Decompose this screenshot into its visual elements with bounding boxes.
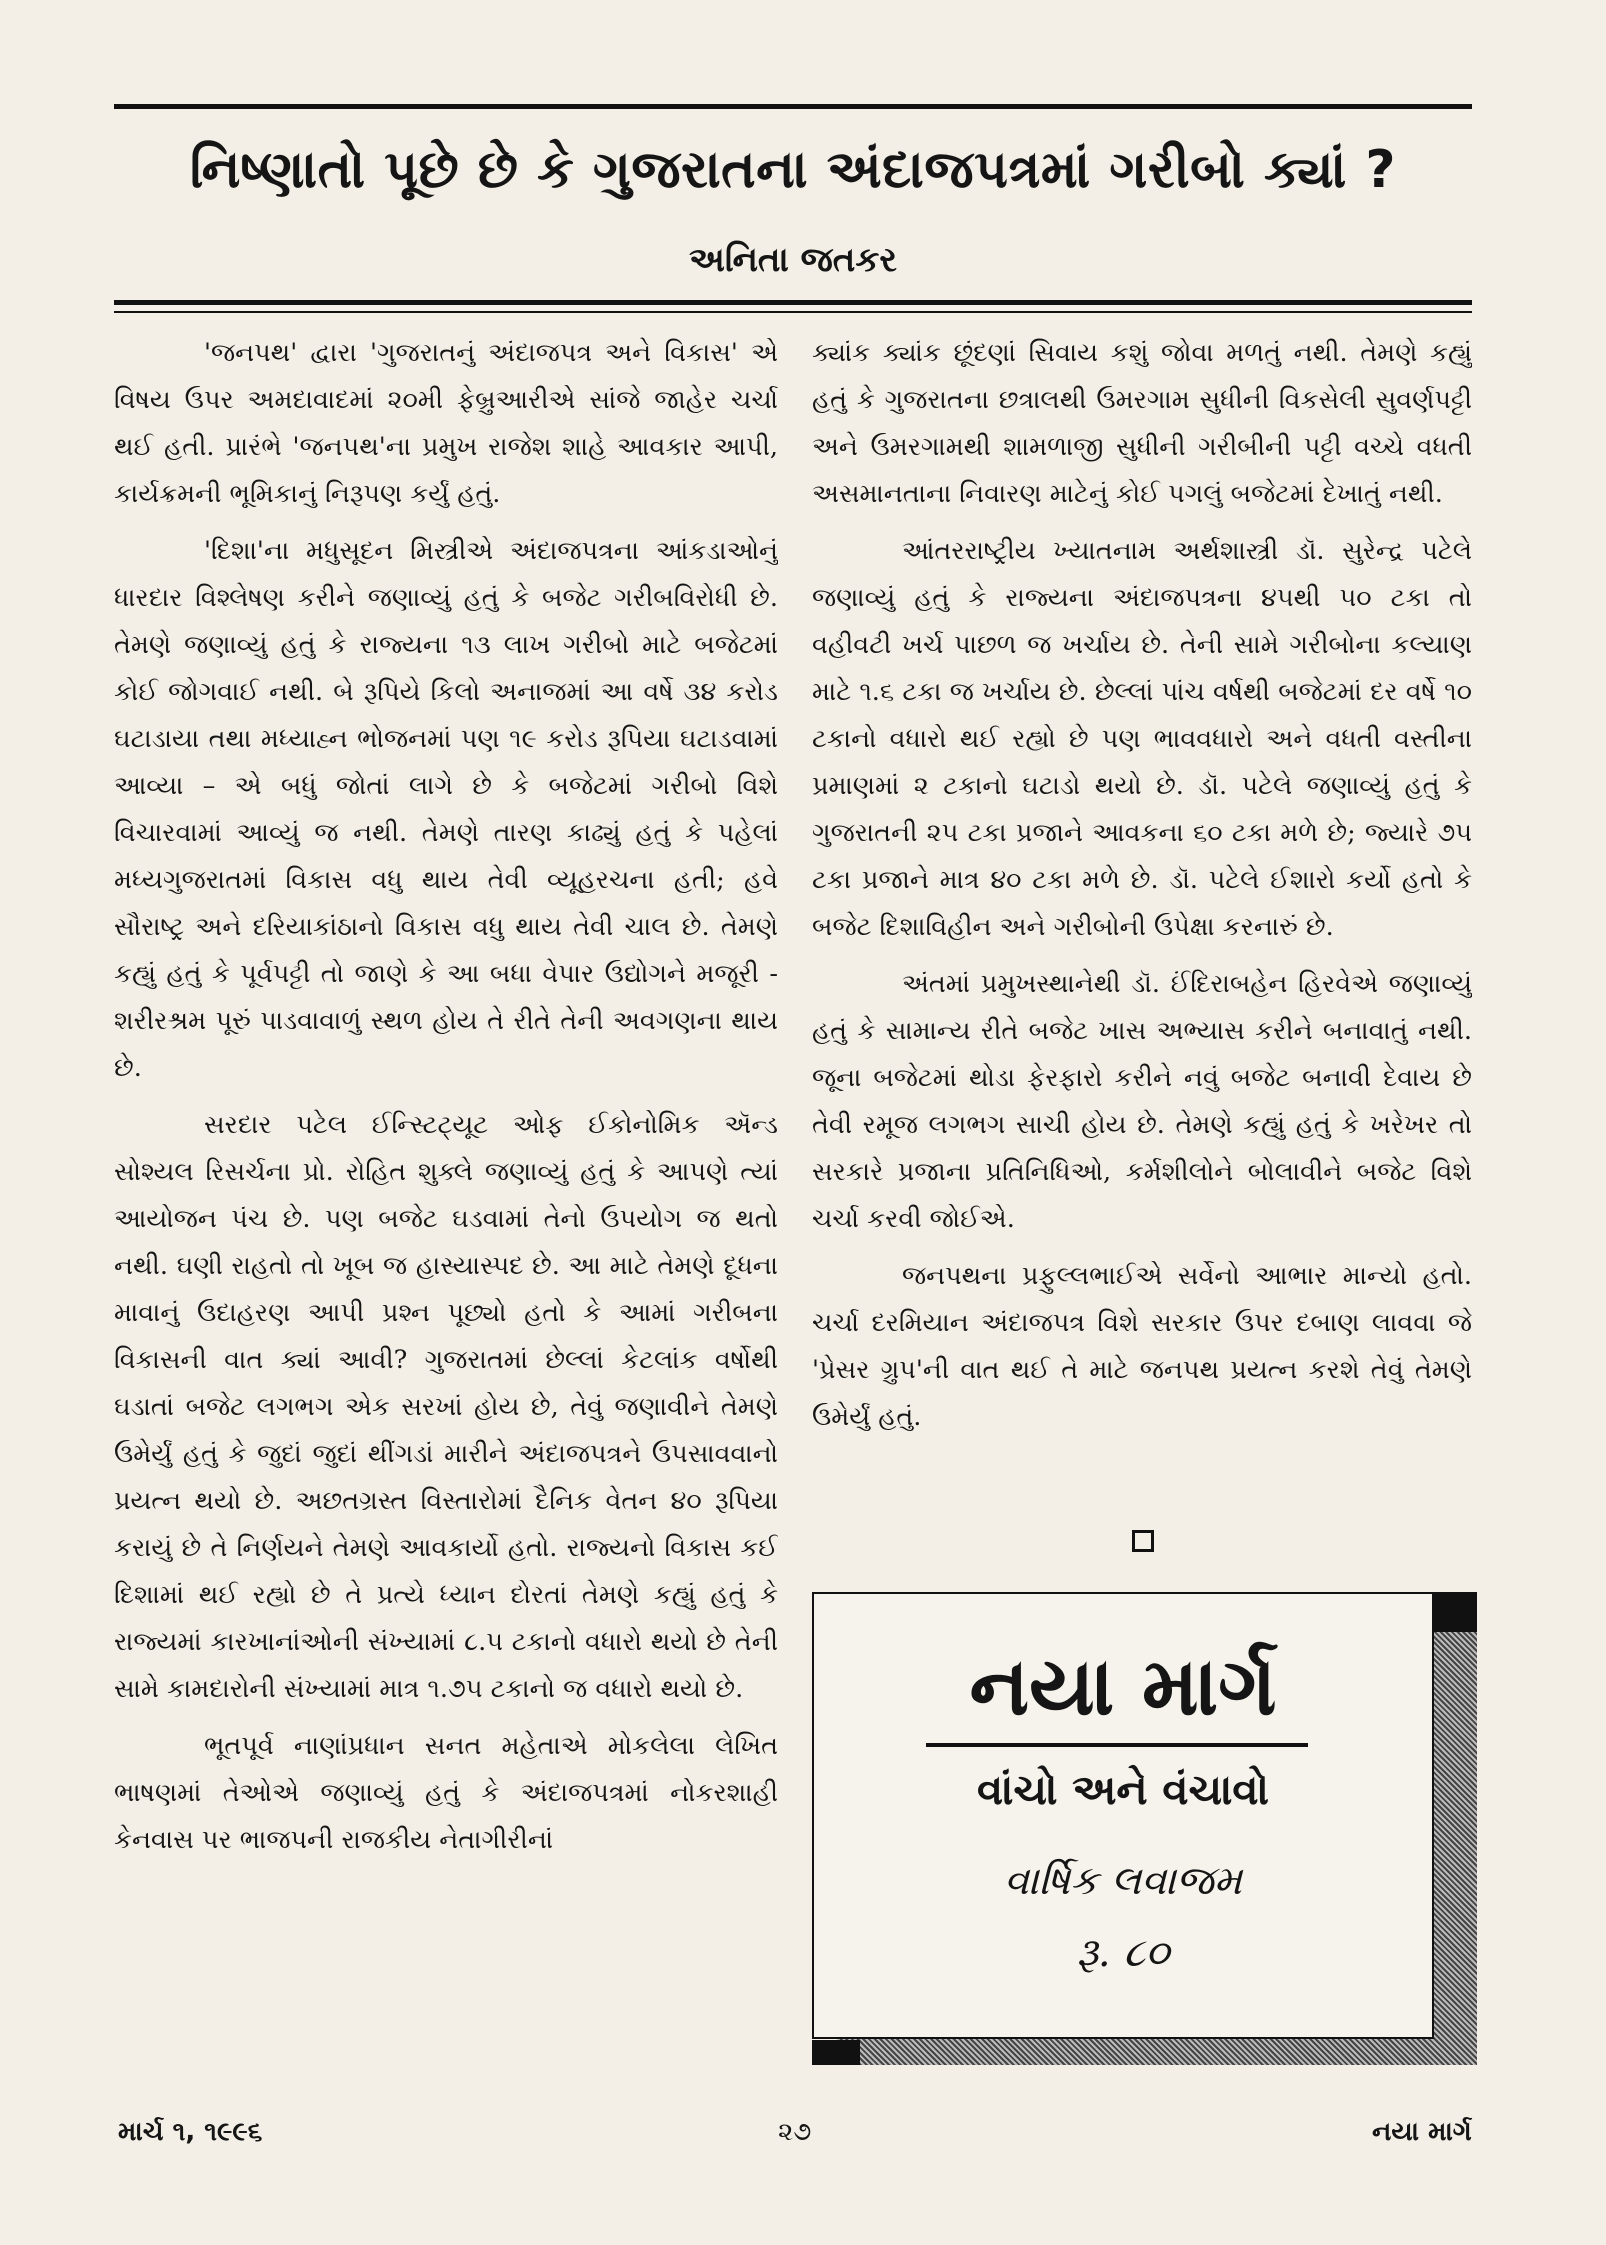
title-rule-thin [114,311,1472,313]
ad-price: રૂ. ૮૦ [1076,1930,1170,1976]
paragraph: 'જનપથ' દ્વારા 'ગુજરાતનું અંદાજપત્ર અને વિકાસ' એ વિષય ઉપર અમદાવાદમાં ૨૦મી ફેબ્રુઆરીએ સાંજે જાહેર ચર્ચા થઈ હતી. પ્રારંભે 'જનપથ'ના પ્રમુખ રાજેશ શાહે આવકાર આપી, કાર્યક્રમની ભૂમિકાનું નિરૂપણ કર્યું હતું. [114,338,778,509]
left-column [114,330,778,2076]
paragraph: જનપથના પ્રફુલ્લભાઈએ સર્વેનો આભાર માન્યો હતો. ચર્ચા દરમિયાન અંદાજપત્ર વિશે સરકાર ઉપર દબાણ લાવવા જે 'પ્રેસર ગ્રુપ'ની વાત થઈ તે માટે જનપથ પ્રયત્ન કરશે તેવું તેમણે ઉમેર્યું હતું. [812,1261,1472,1432]
right-column [812,330,1472,1530]
top-rule [114,104,1472,109]
paragraph: ભૂતપૂર્વ નાણાંપ્રધાન સનત મહેતાએ મોકલેલા લેખિત ભાષણમાં તેઓએ જણાવ્યું હતું કે અંદાજપત્રમાં નોકરશાહી કેનવાસ પર ભાજપની રાજકીય નેતાગીરીનાં [114,1731,778,1855]
ad-tagline: વાંચો અને વંચાવો [976,1765,1270,1814]
footer-date: માર્ચ ૧, ૧૯૯૬ [118,2117,263,2147]
title-rule-thick [114,300,1472,305]
article-title: નિષ્ણાતો પૂછે છે કે ગુજરાતના અંદાજપત્રમાં ગરીબો ક્યાં ? [189,140,1397,200]
paragraph-continued: ક્યાંક ક્યાંક છૂંદણાં સિવાય કશું જોવા મળતું નથી. તેમણે કહ્યું હતું કે ગુજરાતના છત્રાલથી ઉમરગામ સુધીની વિકસેલી સુવર્ણપટ્ટી અને ઉમરગામથી શામળાજી સુધીની ગરીબીની પટ્ટી વચ્ચે વધતી અસમાનતાના નિવારણ માટેનું કોઈ પગલું બજેટમાં દેખાતું નથી. [812,338,1472,509]
article-author: અનિતા જતકર [689,240,897,280]
end-of-article-mark [1132,1530,1154,1552]
ad-rule [926,1743,1308,1747]
paragraph: આંતરરાષ્ટ્રીય ખ્યાતનામ અર્થશાસ્ત્રી ડૉ. સુરેન્દ્ર પટેલે જણાવ્યું હતું કે રાજ્યના અંદાજપત્રના ૪૫થી ૫૦ ટકા તો વહીવટી ખર્ચ પાછળ જ ખર્ચાય છે. તેની સામે ગરીબોના કલ્યાણ માટે ૧.૬ ટકા જ ખર્ચાય છે. છેલ્લાં પાંચ વર્ષથી બજેટમાં દર વર્ષે ૧૦ ટકાનો વધારો થઈ રહ્યો છે પણ ભાવવધારો અને વધતી વસ્તીના પ્રમાણમાં ૨ ટકાનો ઘટાડો થયો છે. ડૉ. પટેલે જણાવ્યું હતું કે ગુજરાતની ૨૫ ટકા પ્રજાને આવકના ૬૦ ટકા મળે છે; જ્યારે ૭૫ ટકા પ્રજાને માત્ર ૪૦ ટકા મળે છે. ડૉ. પટેલે ઈશારો કર્યો હતો કે બજેટ દિશાવિહીન અને ગરીબોની ઉપેક્ષા કરનારું છે. [812,536,1472,942]
ad-corner [1434,1592,1477,1632]
ad-subscription-label: વાર્ષિક લવાજમ [1003,1858,1243,1904]
footer-publication: નયા માર્ગ [1372,2117,1472,2147]
paragraph: 'દિશા'ના મધુસૂદન મિસ્ત્રીએ અંદાજપત્રના આંકડાઓનું ધારદાર વિશ્લેષણ કરીને જણાવ્યું હતું કે બજેટ ગરીબવિરોધી છે. તેમણે જણાવ્યું હતું કે રાજ્યના ૧૩ લાખ ગરીબો માટે બજેટમાં કોઈ જોગવાઈ નથી. બે રૂપિયે કિલો અનાજમાં આ વર્ષે ૩૪ કરોડ ઘટાડાયા તથા મધ્યાહ્ન ભોજનમાં પણ ૧૯ કરોડ રૂપિયા ઘટાડવામાં આવ્યા – એ બધું જોતાં લાગે છે કે બજેટમાં ગરીબો વિશે વિચારવામાં આવ્યું જ નથી. તેમણે તારણ કાઢ્યું હતું કે પહેલાં મધ્યગુજરાતમાં વિકાસ વધુ થાય તેવી વ્યૂહરચના હતી; હવે સૌરાષ્ટ્ર અને દરિયાકાંઠાનો વિકાસ વધુ થાય તેવી ચાલ છે. તેમણે કહ્યું હતું કે પૂર્વપટ્ટી તો જાણે કે આ બધા વેપાર ઉદ્યોગને મજૂરી - શરીરશ્રમ પૂરું પાડવાવાળું સ્થળ હોય તે રીતે તેની અવગણના થાય છે. [114,536,778,1083]
ad-corner [812,2040,860,2065]
paragraph: અંતમાં પ્રમુખસ્થાનેથી ડૉ. ઈંદિરાબહેન હિરવેએ જણાવ્યું હતું કે સામાન્ય રીતે બજેટ ખાસ અભ્યાસ કરીને બનાવાતું નથી. જૂના બજેટમાં થોડા ફેરફારો કરીને નવું બજેટ બનાવી દેવાય છે તેવી રમૂજ લગભગ સાચી હોય છે. તેમણે કહ્યું હતું કે ખરેખર તો સરકારે પ્રજાના પ્રતિનિધિઓ, કર્મશીલોને બોલાવીને બજેટ વિશે ચર્ચા કરવી જોઈએ. [812,969,1472,1234]
paragraph: સરદાર પટેલ ઈન્સ્ટિટ્યૂટ ઓફ ઈકોનોમિક ઍન્ડ સોશ્યલ રિસર્ચના પ્રો. રોહિત શુક્લે જણાવ્યું હતું કે આપણે ત્યાં આયોજન પંચ છે. પણ બજેટ ઘડવામાં તેનો ઉપયોગ જ થતો નથી. ઘણી રાહતો તો ખૂબ જ હાસ્યાસ્પદ છે. આ માટે તેમણે દૂધના માવાનું ઉદાહરણ આપી પ્રશ્ન પૂછ્યો હતો કે આમાં ગરીબના વિકાસની વાત ક્યાં આવી? ગુજરાતમાં છેલ્લાં કેટલાંક વર્ષોથી ઘડાતાં બજેટ લગભગ એક સરખાં હોય છે, તેવું જણાવીને તેમણે ઉમેર્યું હતું કે જુદાં જુદાં થીંગડાં મારીને અંદાજપત્રને ઉપસાવવાનો પ્રયત્ન થયો છે. અછતગ્રસ્ત વિસ્તારોમાં દૈનિક વેતન ૪૦ રૂપિયા કરાયું છે તે નિર્ણયને તેમણે આવકાર્યો હતો. રાજ્યનો વિકાસ કઈ દિશામાં થઈ રહ્યો છે તે પ્રત્યે ધ્યાન દોરતાં તેમણે કહ્યું હતું કે રાજ્યમાં કારખાનાંઓની સંખ્યામાં ૮.૫ ટકાનો વધારો થયો છે તેની સામે કામદારોની સંખ્યામાં માત્ર ૧.૭૫ ટકાનો જ વધારો થયો છે. [114,1110,778,1704]
ad-title: નયા માર્ગ [969,1640,1277,1733]
page-number: ૨૭ [778,2117,812,2147]
